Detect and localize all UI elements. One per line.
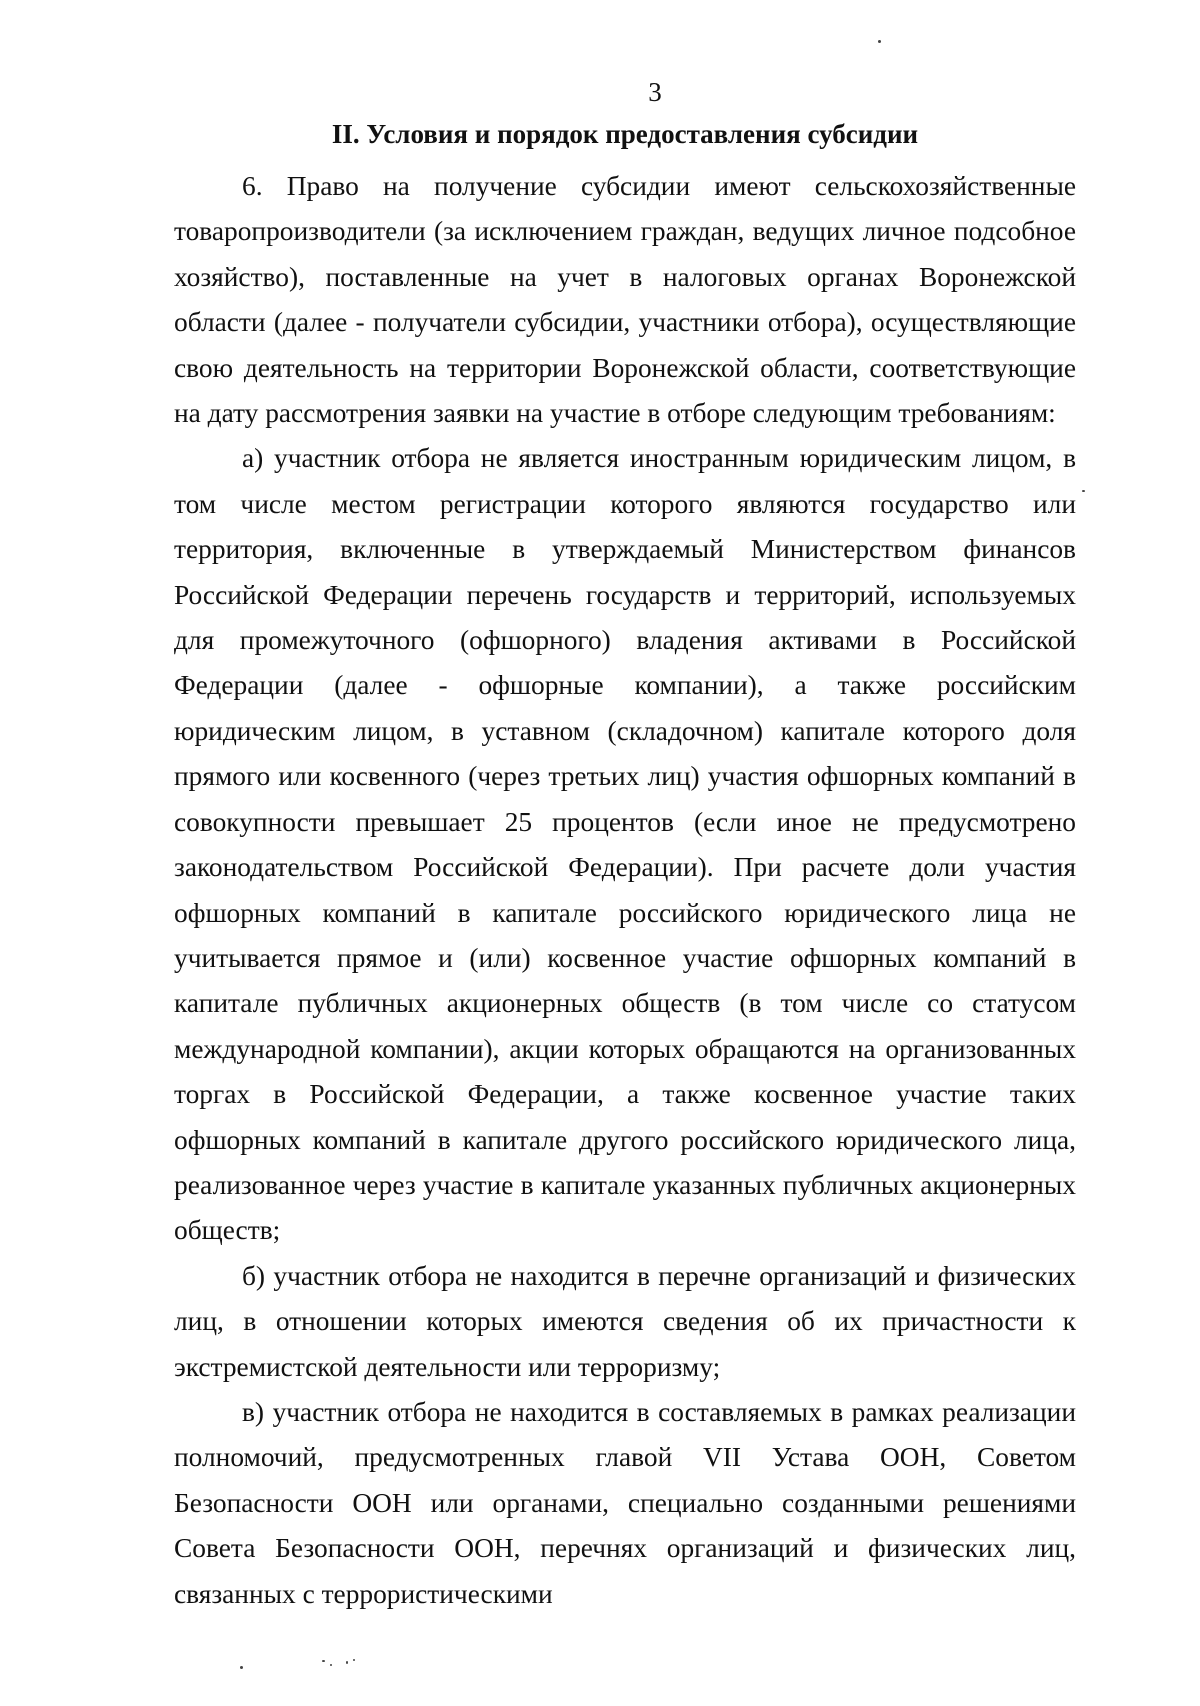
scan-speck <box>322 1660 325 1662</box>
paragraph-b: б) участник отбора не находится в перечне организаций и физических лиц, в отношении которых имеются сведения об их причастности к экстремистской деятельности или терроризму; <box>174 1260 1076 1382</box>
scan-speck <box>353 1659 355 1661</box>
scan-speck <box>240 1666 243 1669</box>
scan-speck <box>1082 490 1085 492</box>
paragraph-a: а) участник отбора не является иностранным юридическим лицом, в том числе местом регистрации которого являются государство или территория, включенные в утверждаемый Министерством финансов Российской Федерации перечень государств и территорий, используемых для промежуточного (офшорного) владения активами в Российской Федерации (далее - офшорные компании), а также российским юридическим лицом, в уставном (складочном) капитале которого доля прямого или косвенного (через третьих лиц) участия офшорных компаний в совокупности превышает 25 процентов (если иное не предусмотрено законодательством Российской Федерации). При расчете доли участия офшорных компаний в капитале российского юридического лица не учитывается прямое и (или) косвенное участие офшорных компаний в капитале публичных акционерных обществ (в том числе со статусом международной компании), акции которых обращаются на организованных торгах в Российской Федерации, а также косвенное участие таких офшорных компаний в капитале другого российского юридического лица, реализованное через участие в капитале указанных публичных акционерных обществ; <box>174 443 1076 1246</box>
scan-speck <box>346 1661 348 1664</box>
scan-speck <box>878 40 881 43</box>
body-text <box>174 164 1076 1617</box>
page-number: 3 <box>648 77 662 107</box>
paragraph-6: 6. Право на получение субсидии имеют сельскохозяйственные товаропроизводители (за исключением граждан, ведущих личное подсобное хозяйство), поставленные на учет в налоговых органах Воронежской области (далее - получатели субсидии, участники отбора), осуществляющие свою деятельность на территории Воронежской области, соответствующие на дату рассмотрения заявки на участие в отборе следующим требованиям: <box>174 171 1076 429</box>
paragraph-v: в) участник отбора не находится в составляемых в рамках реализации полномочий, предусмотренных главой VII Устава ООН, Советом Безопасности ООН или органами, специально созданными решениями Совета Безопасности ООН, перечнях организаций и физических лиц, связанных с террористическими <box>174 1396 1076 1609</box>
section-heading: II. Условия и порядок предоставления субсидии <box>331 119 919 149</box>
scan-speck <box>330 1664 332 1666</box>
